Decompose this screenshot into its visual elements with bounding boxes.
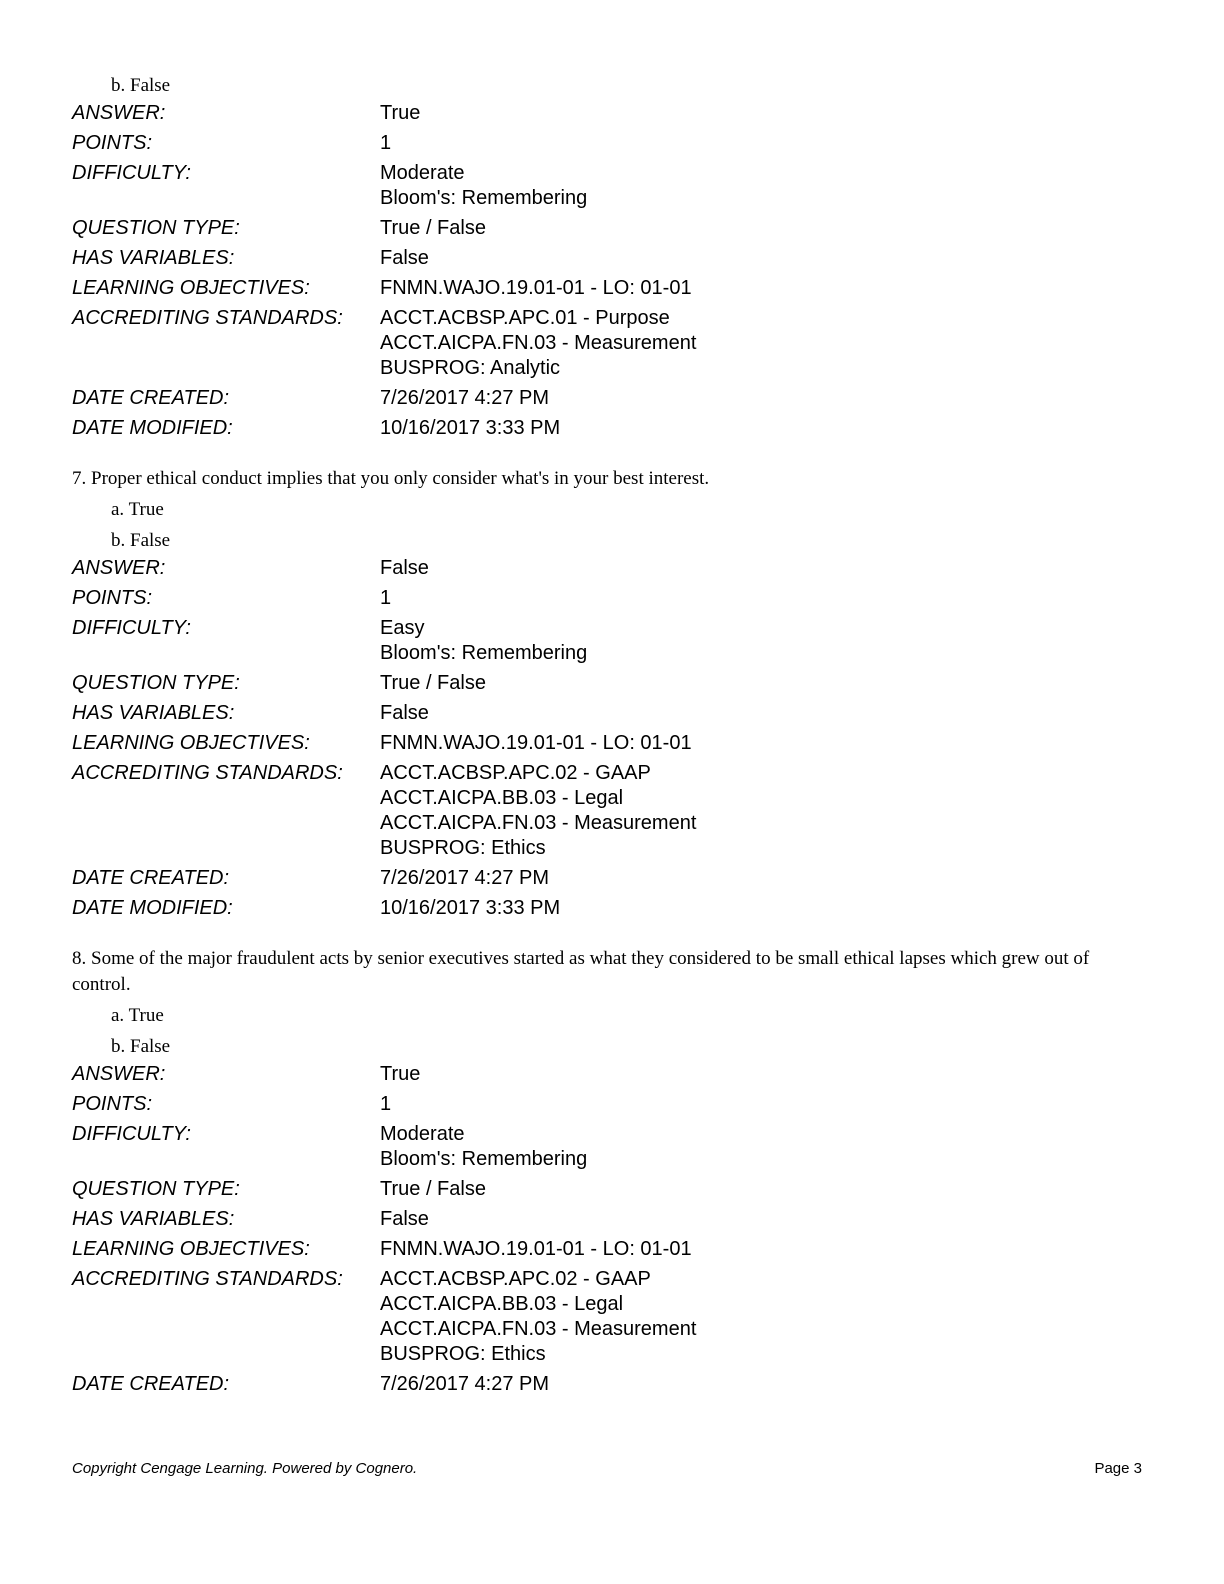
meta-label: DATE CREATED: [72,1373,230,1395]
meta-row-date-created [72,866,1152,891]
meta-value: False [380,1208,429,1230]
meta-label: QUESTION TYPE: [72,672,240,694]
meta-label: HAS VARIABLES: [72,247,235,269]
meta-value: 7/26/2017 4:27 PM [380,1373,550,1395]
meta-label: POINTS: [72,587,153,609]
meta-value: BUSPROG: Analytic [380,357,561,379]
meta-value: 10/16/2017 3:33 PM [380,897,561,919]
meta-label: QUESTION TYPE: [72,217,240,239]
meta-label: ACCREDITING STANDARDS: [72,307,343,329]
meta-row-learning-objectives [72,276,1152,301]
meta-value: FNMN.WAJO.19.01-01 - LO: 01-01 [380,1238,692,1260]
meta-label: ANSWER: [72,1063,166,1085]
meta-label: DIFFICULTY: [72,617,191,639]
meta-row-learning-objectives [72,731,1152,756]
meta-row-answer [72,1062,1152,1087]
spacer [72,446,1152,466]
meta-label: HAS VARIABLES: [72,702,235,724]
meta-label: DATE CREATED: [72,387,230,409]
meta-label: ACCREDITING STANDARDS: [72,1268,343,1290]
meta-row-has-variables [72,701,1152,726]
meta-value: FNMN.WAJO.19.01-01 - LO: 01-01 [380,277,692,299]
meta-label: ANSWER: [72,102,166,124]
meta-label: LEARNING OBJECTIVES: [72,1238,310,1260]
meta-row-difficulty [72,161,1152,211]
meta-label: ACCREDITING STANDARDS: [72,762,343,784]
answer-option: b. False [111,75,171,96]
meta-value: False [380,557,429,579]
page-number: Page 3 [1094,1460,1142,1477]
meta-value: 1 [380,1093,392,1115]
meta-value: False [380,247,429,269]
meta-row-answer [72,101,1152,126]
meta-value: 1 [380,587,392,609]
meta-label: ANSWER: [72,557,166,579]
meta-label: POINTS: [72,1093,153,1115]
meta-label: DATE MODIFIED: [72,897,233,919]
spacer [72,926,1152,946]
page-footer [72,1460,1142,1477]
meta-row-question-type [72,671,1152,696]
document-page [72,70,1152,1402]
meta-value: ACCT.AICPA.BB.03 - Legal [380,787,624,809]
meta-value: BUSPROG: Ethics [380,837,546,859]
meta-value: Moderate [380,1123,465,1145]
answer-option: b. False [111,530,171,551]
meta-value: ACCT.AICPA.FN.03 - Measurement [380,332,697,354]
meta-row-question-type [72,216,1152,241]
meta-row-points [72,131,1152,156]
meta-value: ACCT.AICPA.FN.03 - Measurement [380,1318,697,1340]
question-block [72,946,1152,1397]
meta-value: True [380,102,421,124]
meta-value: FNMN.WAJO.19.01-01 - LO: 01-01 [380,732,692,754]
meta-label: LEARNING OBJECTIVES: [72,277,310,299]
meta-value: Bloom's: Remembering [380,1148,588,1170]
prev-question-block [72,70,1152,441]
meta-value: 1 [380,132,392,154]
meta-label: DATE MODIFIED: [72,417,233,439]
meta-value: ACCT.ACBSP.APC.01 - Purpose [380,307,670,329]
answer-option: b. False [111,1036,171,1057]
meta-row-difficulty [72,1122,1152,1172]
meta-row-points [72,1092,1152,1117]
meta-value: True [380,1063,421,1085]
copyright-text: Copyright Cengage Learning. Powered by Cognero. [72,1460,418,1477]
meta-row-points [72,586,1152,611]
meta-row-date-created [72,386,1152,411]
meta-value: ACCT.AICPA.BB.03 - Legal [380,1293,624,1315]
meta-row-answer [72,556,1152,581]
meta-row-has-variables [72,246,1152,271]
meta-value: 7/26/2017 4:27 PM [380,387,550,409]
meta-label: POINTS: [72,132,153,154]
meta-value: ACCT.ACBSP.APC.02 - GAAP [380,1268,651,1290]
meta-row-date-created [72,1372,1152,1397]
meta-row-difficulty [72,616,1152,666]
meta-value: 10/16/2017 3:33 PM [380,417,561,439]
meta-value: Easy [380,617,425,639]
question-block [72,466,1152,921]
meta-value: Bloom's: Remembering [380,187,588,209]
meta-value: Bloom's: Remembering [380,642,588,664]
meta-label: DATE CREATED: [72,867,230,889]
meta-value: True / False [380,217,486,239]
meta-row-question-type [72,1177,1152,1202]
meta-row-accrediting-standards [72,1267,1152,1367]
meta-value: 7/26/2017 4:27 PM [380,867,550,889]
meta-value: Moderate [380,162,465,184]
meta-label: HAS VARIABLES: [72,1208,235,1230]
meta-value: BUSPROG: Ethics [380,1343,546,1365]
question-text: 8. Some of the major fraudulent acts by senior executives started as what they considered to be small ethical lapses which grew out of control. [72,948,1090,995]
meta-label: DIFFICULTY: [72,162,191,184]
meta-value: True / False [380,672,486,694]
question-text: 7. Proper ethical conduct implies that you only consider what's in your best interest. [72,468,710,489]
meta-value: ACCT.AICPA.FN.03 - Measurement [380,812,697,834]
meta-row-learning-objectives [72,1237,1152,1262]
meta-label: DIFFICULTY: [72,1123,191,1145]
meta-row-date-modified [72,896,1152,921]
answer-option: a. True [111,1005,164,1026]
meta-value: False [380,702,429,724]
meta-row-accrediting-standards [72,306,1152,381]
meta-row-has-variables [72,1207,1152,1232]
meta-row-date-modified [72,416,1152,441]
meta-value: True / False [380,1178,486,1200]
answer-option: a. True [111,499,164,520]
meta-value: ACCT.ACBSP.APC.02 - GAAP [380,762,651,784]
meta-row-accrediting-standards [72,761,1152,861]
meta-label: LEARNING OBJECTIVES: [72,732,310,754]
meta-label: QUESTION TYPE: [72,1178,240,1200]
